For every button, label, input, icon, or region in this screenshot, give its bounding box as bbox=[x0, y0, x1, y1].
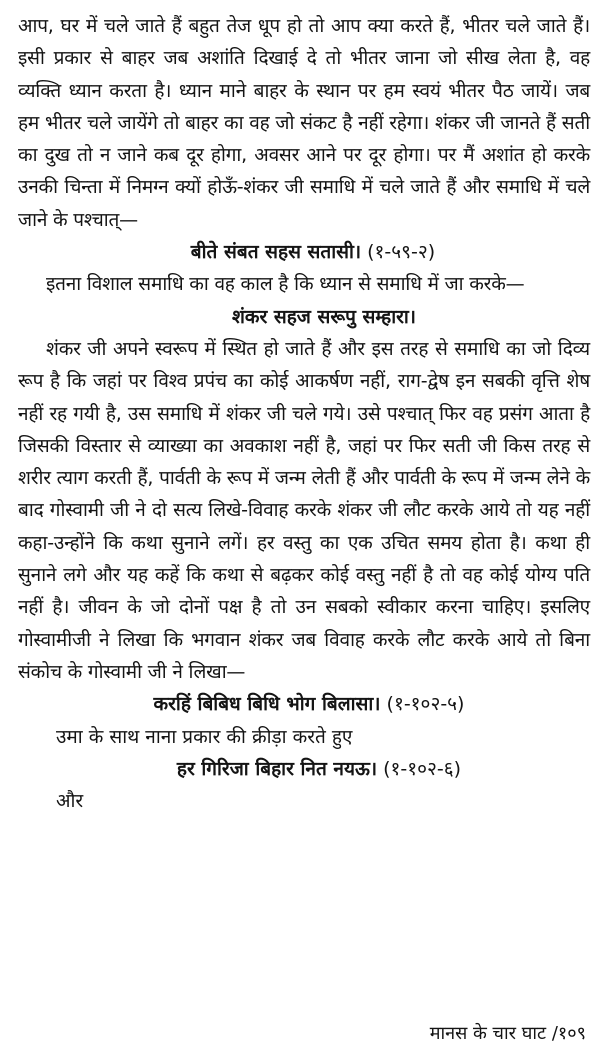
verse-text: बीते संबत सहस सतासी। bbox=[190, 241, 362, 264]
paragraph-1: आप, घर में चले जाते हैं बहुत तेज धूप हो तो आप क्या करते हैं, भीतर चले जाते हैं। इसी प्रकार से बाहर जब अशांति दिखाई दे तो भीतर जाना जो सीख लेता है, वह व्यक्ति ध्यान करता है। ध्यान माने बाहर के स्थान पर हम स्वयं भीतर पैठ जायें। जब हम भीतर चले जायेंगे तो बाहर का वह जो संकट है नहीं रहेगा। शंकर जी जानते हैं सती का दुख तो न जाने कब दूर होगा, अवसर आने पर दूर होगा। पर मैं अशांत हो करके उनकी चिन्ता में निमग्न क्यों होऊँ-शंकर जी समाधि में चले जाते हैं और समाधि में चले जाने के पश्चात्— bbox=[18, 15, 590, 231]
conjunction-line: और bbox=[56, 790, 84, 813]
verse-reference: (१-१०२-६) bbox=[383, 757, 462, 780]
verse-quote-1 bbox=[18, 236, 590, 268]
book-title: मानस के चार घाट bbox=[429, 1023, 547, 1044]
page-footer bbox=[430, 1022, 586, 1046]
verse-text: शंकर सहज सरूपु सम्हारा। bbox=[231, 305, 417, 328]
verse-reference: (१-१०२-५) bbox=[386, 693, 465, 716]
paragraph-3: शंकर जी अपने स्वरूप में स्थित हो जाते हैं और इस तरह से समाधि का जो दिव्य रूप है कि जहां पर विश्व प्रपंच का कोई आकर्षण नहीं, राग-द्वेष इन सबकी वृत्ति शेष नहीं रह गयी है, उस समाधि में शंकर जी चले गये। उसे पश्चात् फिर वह प्रसंग आता है जिसकी विस्तार से व्याख्या का अवकाश नहीं है, जहां पर फिर सती जी किस तरह से शरीर त्याग करती हैं, पार्वती के रूप में जन्म लेती हैं और पार्वती के रूप में जन्म लेने के बाद गोस्वामी जी ने दो सत्य लिखे-विवाह करके शंकर जी लौट करके आये तो यह नहीं कहा-उन्होंने कि कथा सुनाने लगें। हर वस्तु का एक उचित समय होता है। कथा ही सुनाने लगे और यह कहें कि कथा से बढ़कर कोई वस्तु नहीं है तो वह कोई योग्य पति नहीं है। जीवन के जो दोनों पक्ष है तो उन सबको स्वीकार करना चाहिए। इसलिए गोस्वामीजी ने लिखा कि भगवान शंकर जब विवाह करके लौट करके आये तो बिना संकोच के गोस्वामी जी ने लिखा— bbox=[18, 337, 590, 683]
paragraph-2: इतना विशाल समाधि का वह काल है कि ध्यान से समाधि में जा करके— bbox=[46, 273, 525, 296]
verse-quote-4 bbox=[18, 753, 590, 785]
verse-text: हर गिरिजा बिहार नित नयऊ। bbox=[176, 757, 378, 780]
verse-quote-3 bbox=[18, 688, 590, 720]
verse-quote-2 bbox=[18, 301, 590, 333]
explanation-line: उमा के साथ नाना प्रकार की क्रीड़ा करते हुए bbox=[56, 725, 353, 748]
page-number: १०९ bbox=[557, 1023, 586, 1044]
page-body bbox=[18, 10, 590, 817]
verse-text: करहिं बिबिध बिधि भोग बिलासा। bbox=[153, 693, 381, 716]
verse-reference: (१-५९-२) bbox=[367, 241, 436, 264]
footer-separator: / bbox=[546, 1023, 558, 1044]
